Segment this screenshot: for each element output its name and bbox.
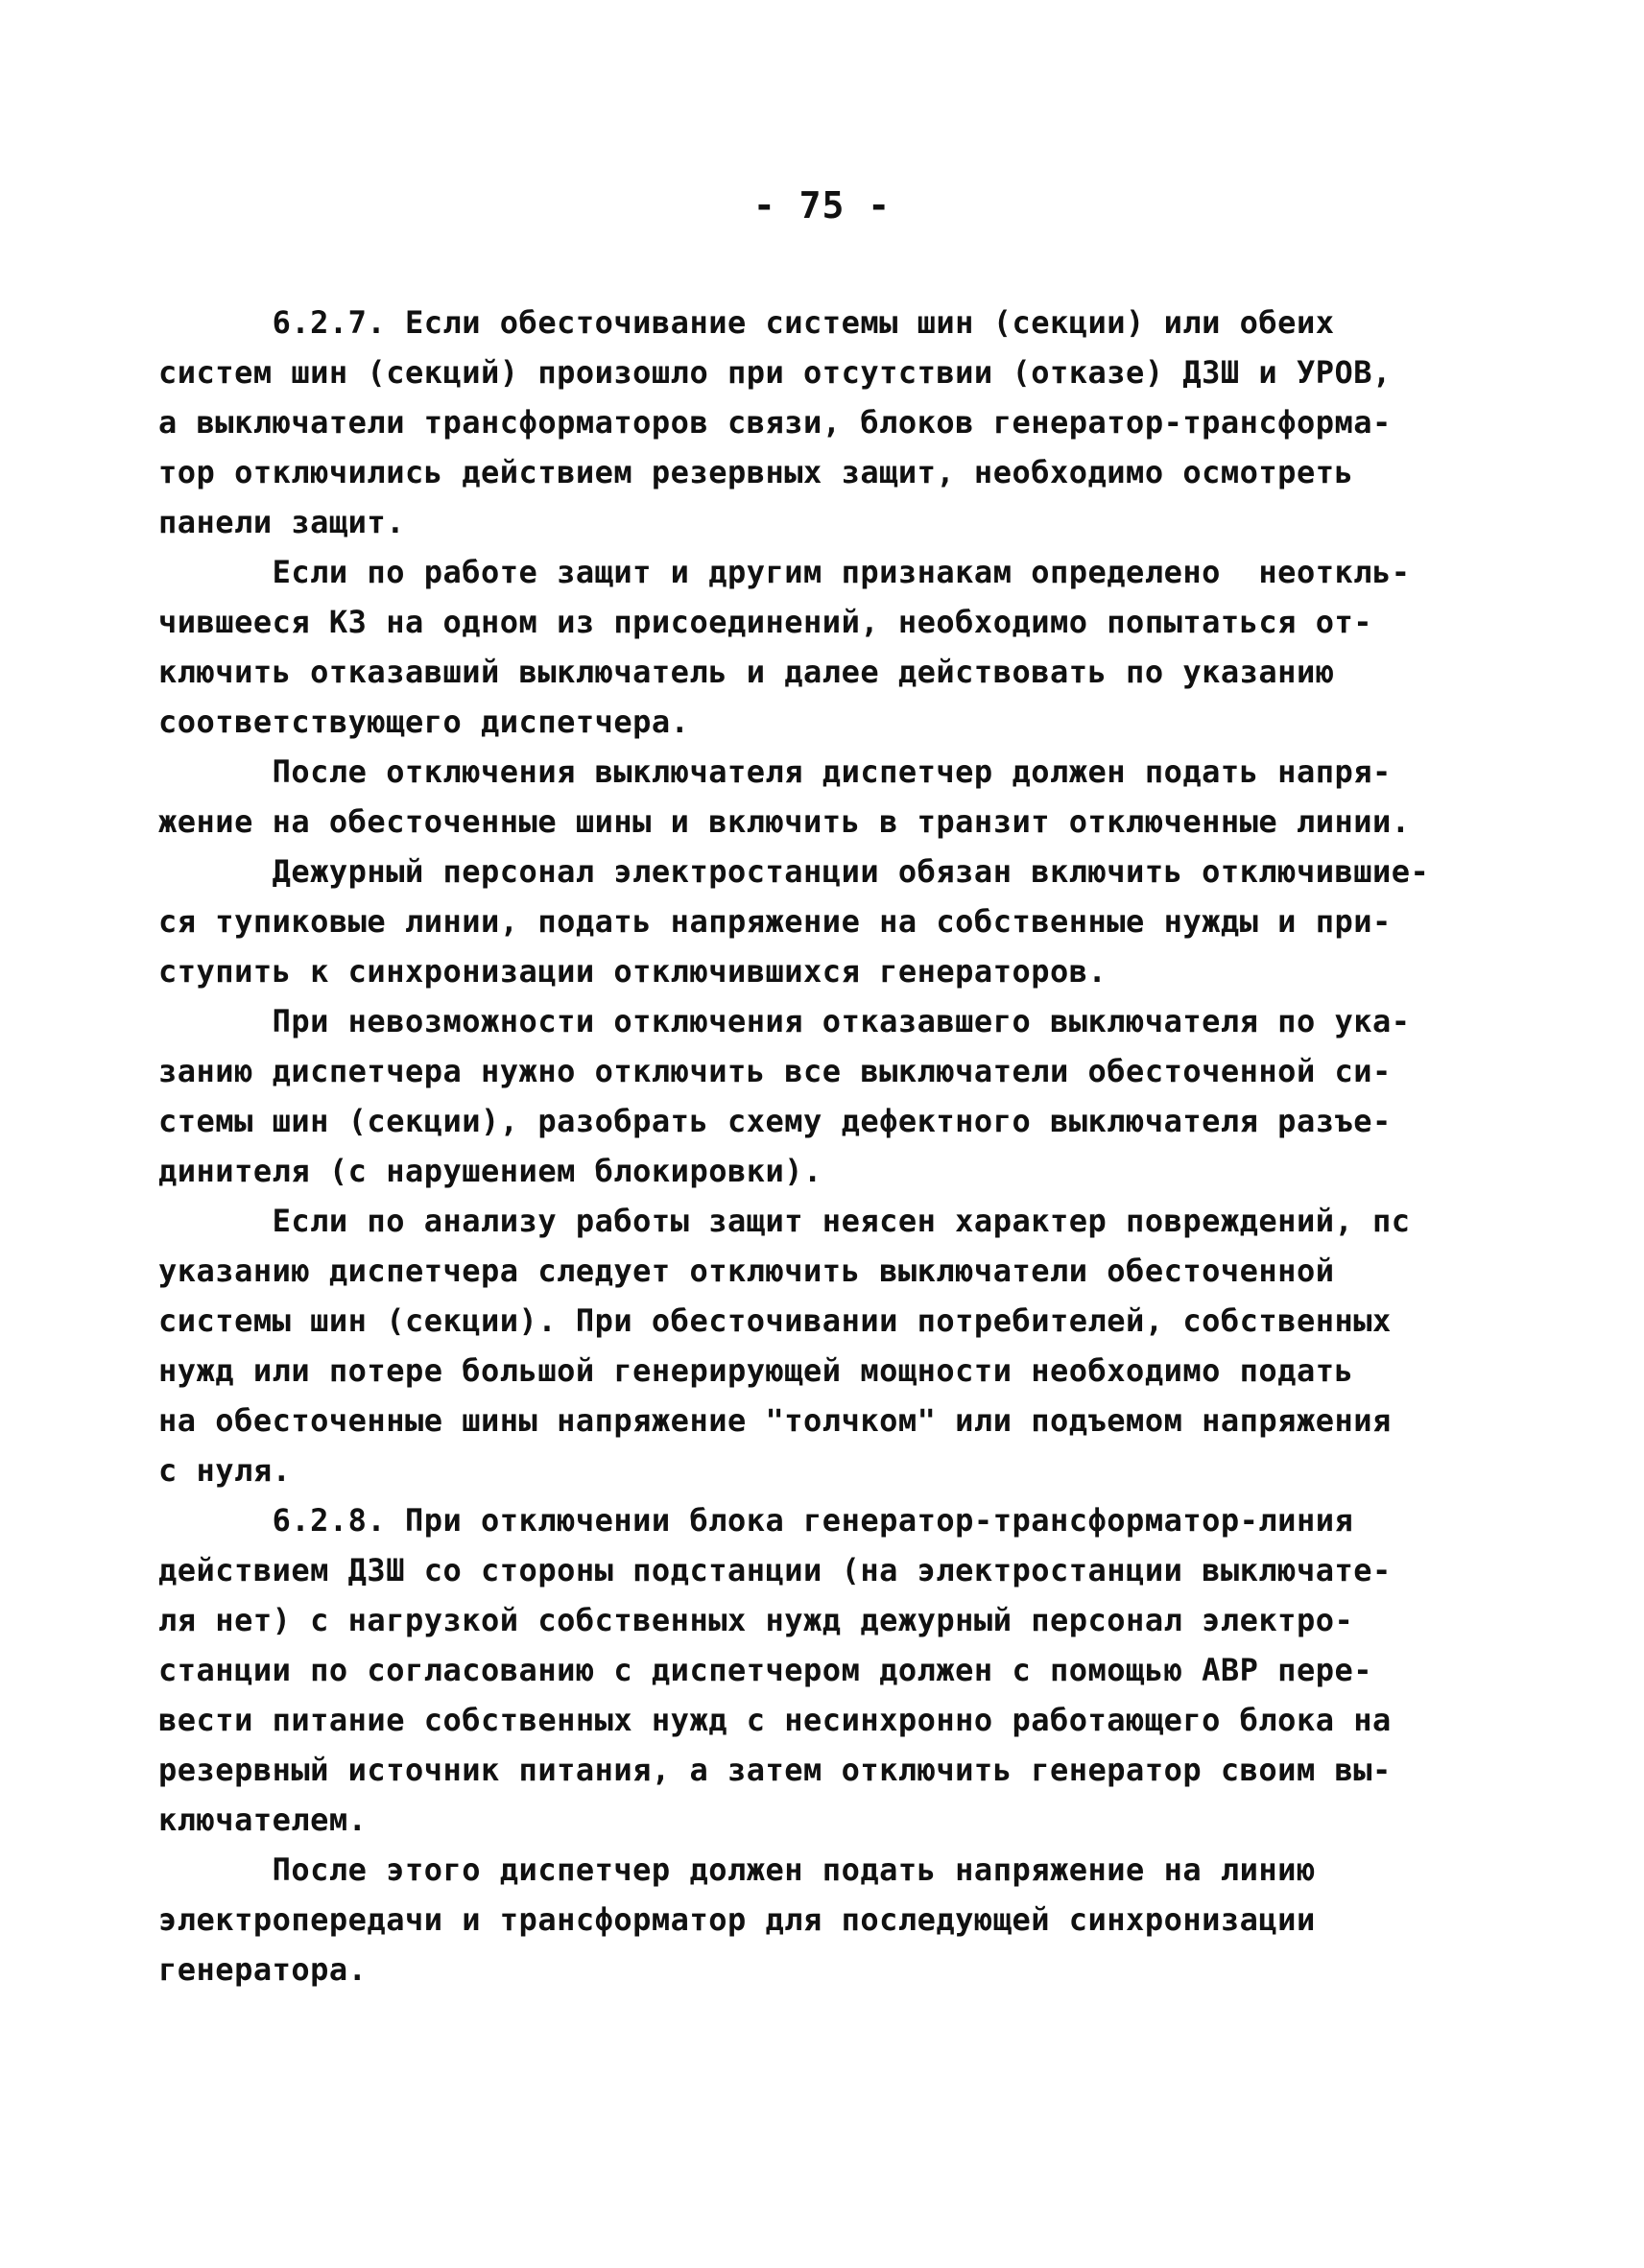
text-line: Дежурный персонал электростанции обязан включить отключившие- bbox=[158, 853, 1430, 890]
text-line: При невозможности отключения отказавшего выключателя по ука- bbox=[158, 1003, 1411, 1039]
text-line: соответствующего диспетчера. bbox=[158, 704, 690, 740]
text-line: станции по согласованию с диспетчером должен с помощью АВР пере- bbox=[158, 1652, 1372, 1688]
text-line: панели защит. bbox=[158, 504, 405, 540]
text-line: стемы шин (секции), разобрать схему дефектного выключателя разъе- bbox=[158, 1103, 1392, 1139]
text-line: резервный источник питания, а затем отключить генератор своим вы- bbox=[158, 1752, 1392, 1788]
text-line: действием ДЗШ со стороны подстанции (на электростанции выключате- bbox=[158, 1552, 1392, 1588]
text-line: 6.2.7. Если обесточивание системы шин (секции) или обеих bbox=[158, 304, 1335, 341]
text-line: ля нет) с нагрузкой собственных нужд дежурный персонал электро- bbox=[158, 1602, 1354, 1638]
text-line: динителя (с нарушением блокировки). bbox=[158, 1153, 822, 1189]
text-line: ступить к синхронизации отключившихся генераторов. bbox=[158, 953, 1108, 990]
text-line: 6.2.8. При отключении блока генератор-трансформатор-линия bbox=[158, 1502, 1354, 1539]
text-line: ся тупиковые линии, подать напряжение на собственные нужды и при- bbox=[158, 903, 1392, 940]
body-text bbox=[158, 298, 1473, 1994]
text-line: ключить отказавший выключатель и далее действовать по указанию bbox=[158, 654, 1335, 690]
text-line: указанию диспетчера следует отключить выключатели обесточенной bbox=[158, 1253, 1335, 1289]
text-line: вести питание собственных нужд с несинхронно работающего блока на bbox=[158, 1702, 1392, 1738]
text-line: на обесточенные шины напряжение "толчком" или подъемом напряжения bbox=[158, 1402, 1392, 1439]
text-line: системы шин (секции). При обесточивании потребителей, собственных bbox=[158, 1302, 1392, 1339]
text-line: систем шин (секций) произошло при отсутствии (отказе) ДЗШ и УРОВ, bbox=[158, 354, 1392, 391]
text-line: Если по анализу работы защит неясен характер повреждений, пс bbox=[158, 1203, 1411, 1239]
text-line: После этого диспетчер должен подать напряжение на линию bbox=[158, 1851, 1316, 1888]
text-line: занию диспетчера нужно отключить все выключатели обесточенной си- bbox=[158, 1053, 1392, 1089]
text-line: тор отключились действием резервных защит, необходимо осмотреть bbox=[158, 454, 1354, 490]
text-line: генератора. bbox=[158, 1951, 368, 1988]
text-line: Если по работе защит и другим признакам определено неоткль- bbox=[158, 554, 1411, 590]
text-line: электропередачи и трансформатор для последующей синхронизации bbox=[158, 1901, 1316, 1938]
text-line: После отключения выключателя диспетчер должен подать напря- bbox=[158, 753, 1392, 790]
text-line: жение на обесточенные шины и включить в транзит отключенные линии. bbox=[158, 803, 1411, 840]
text-line: чившееся КЗ на одном из присоединений, необходимо попытаться от- bbox=[158, 604, 1372, 640]
text-line: нужд или потере большой генерирующей мощности необходимо подать bbox=[158, 1352, 1354, 1389]
page-number: - 75 - bbox=[752, 184, 892, 227]
text-line: а выключатели трансформаторов связи, блоков генератор-трансформа- bbox=[158, 404, 1392, 441]
text-line: ключателем. bbox=[158, 1802, 368, 1838]
text-line: с нуля. bbox=[158, 1452, 292, 1489]
